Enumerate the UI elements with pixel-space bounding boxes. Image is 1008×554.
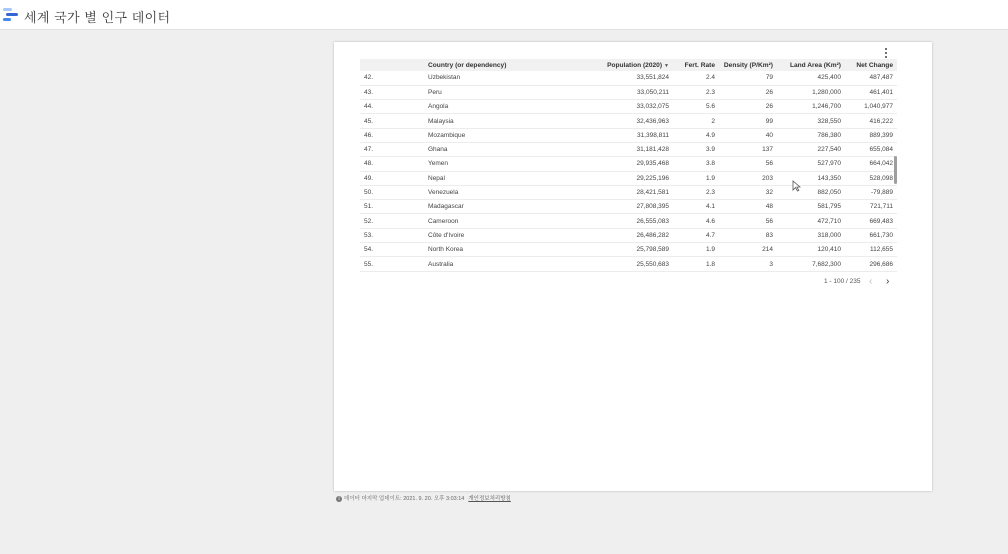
table-row[interactable] — [360, 71, 897, 85]
cell-fert-rate: 5.6 — [673, 100, 719, 114]
cell-population: 26,555,083 — [556, 214, 673, 228]
table-row[interactable] — [360, 171, 897, 185]
cell-fert-rate: 2 — [673, 114, 719, 128]
cell-fert-rate: 1.8 — [673, 257, 719, 271]
cell-population: 25,550,683 — [556, 257, 673, 271]
cell-net-change: 664,042 — [845, 157, 897, 171]
table-row[interactable] — [360, 185, 897, 199]
table-row[interactable] — [360, 243, 897, 257]
cell-fert-rate: 1.9 — [673, 243, 719, 257]
cell-density: 32 — [719, 185, 777, 199]
cell-country: Nepal — [424, 171, 556, 185]
cell-density: 83 — [719, 228, 777, 242]
cell-country: Peru — [424, 85, 556, 99]
cell-land-area: 425,400 — [777, 71, 845, 85]
cell-density: 137 — [719, 142, 777, 156]
table-row[interactable] — [360, 257, 897, 271]
cell-density: 26 — [719, 85, 777, 99]
cell-population: 33,050,211 — [556, 85, 673, 99]
column-header-population-label: Population (2020) — [607, 61, 663, 69]
cell-density: 26 — [719, 100, 777, 114]
column-header-index — [360, 59, 424, 71]
column-header-population[interactable] — [556, 59, 673, 71]
table-row[interactable] — [360, 214, 897, 228]
cell-country: Yemen — [424, 157, 556, 171]
cell-country: Côte d'Ivoire — [424, 228, 556, 242]
cell-density: 79 — [719, 71, 777, 85]
cell-density: 3 — [719, 257, 777, 271]
cell-land-area: 318,000 — [777, 228, 845, 242]
cell-density: 203 — [719, 171, 777, 185]
cell-land-area: 882,050 — [777, 185, 845, 199]
privacy-policy-link[interactable]: 개인정보처리방침 — [468, 496, 511, 502]
cell-net-change: 112,655 — [845, 243, 897, 257]
table-scrollbar[interactable] — [894, 156, 897, 184]
cell-net-change: 296,686 — [845, 257, 897, 271]
cell-population: 28,421,581 — [556, 185, 673, 199]
cell-density: 214 — [719, 243, 777, 257]
cell-land-area: 328,550 — [777, 114, 845, 128]
cell-index: 47. — [360, 142, 424, 156]
cell-population: 26,486,282 — [556, 228, 673, 242]
cell-land-area: 120,410 — [777, 243, 845, 257]
info-icon: i — [336, 496, 342, 502]
column-header-country[interactable]: Country (or dependency) — [424, 59, 556, 71]
cell-density: 56 — [719, 157, 777, 171]
column-header-land-area[interactable]: Land Area (Km²) — [777, 59, 845, 71]
cell-fert-rate: 4.7 — [673, 228, 719, 242]
column-header-fert-rate[interactable]: Fert. Rate — [673, 59, 719, 71]
pagination-range: 1 - 100 / 235 — [824, 278, 861, 285]
table-row[interactable] — [360, 200, 897, 214]
cell-land-area: 1,246,700 — [777, 100, 845, 114]
table-row[interactable] — [360, 85, 897, 99]
cell-population: 33,032,075 — [556, 100, 673, 114]
cell-land-area: 527,970 — [777, 157, 845, 171]
cell-fert-rate: 4.9 — [673, 128, 719, 142]
table-header-row — [360, 59, 897, 71]
cell-net-change: 487,487 — [845, 71, 897, 85]
cell-index: 50. — [360, 185, 424, 199]
cell-land-area: 1,280,000 — [777, 85, 845, 99]
cell-index: 48. — [360, 157, 424, 171]
cell-net-change: 461,401 — [845, 85, 897, 99]
cell-land-area: 581,795 — [777, 200, 845, 214]
footer — [336, 494, 511, 502]
report-page — [334, 42, 932, 491]
cell-net-change: 889,399 — [845, 128, 897, 142]
column-header-density[interactable]: Density (P/Km²) — [719, 59, 777, 71]
cell-density: 48 — [719, 200, 777, 214]
cell-population: 25,798,589 — [556, 243, 673, 257]
cell-country: North Korea — [424, 243, 556, 257]
table-row[interactable] — [360, 114, 897, 128]
cell-index: 55. — [360, 257, 424, 271]
cell-density: 99 — [719, 114, 777, 128]
cell-population: 29,935,468 — [556, 157, 673, 171]
cell-index: 42. — [360, 71, 424, 85]
cell-net-change: 721,711 — [845, 200, 897, 214]
cell-country: Australia — [424, 257, 556, 271]
cell-population: 31,398,811 — [556, 128, 673, 142]
report-title: 세계 국가 별 인구 데이터 — [24, 11, 171, 26]
table-row[interactable] — [360, 142, 897, 156]
cell-country: Uzbekistan — [424, 71, 556, 85]
cell-population: 33,551,824 — [556, 71, 673, 85]
cell-population: 31,181,428 — [556, 142, 673, 156]
more-options-icon[interactable] — [882, 47, 890, 59]
cell-index: 44. — [360, 100, 424, 114]
cell-net-change: 655,084 — [845, 142, 897, 156]
cell-fert-rate: 4.1 — [673, 200, 719, 214]
cell-land-area: 786,380 — [777, 128, 845, 142]
cell-country: Mozambique — [424, 128, 556, 142]
next-page-icon[interactable]: › — [886, 276, 890, 287]
cell-fert-rate: 1.9 — [673, 171, 719, 185]
cell-index: 53. — [360, 228, 424, 242]
cell-fert-rate: 3.8 — [673, 157, 719, 171]
table-body — [360, 71, 897, 271]
cell-fert-rate: 2.3 — [673, 85, 719, 99]
column-header-net-change[interactable]: Net Change — [845, 59, 897, 71]
cell-country: Ghana — [424, 142, 556, 156]
cell-net-change: 661,730 — [845, 228, 897, 242]
cell-net-change: 1,040,977 — [845, 100, 897, 114]
cell-index: 46. — [360, 128, 424, 142]
cell-index: 51. — [360, 200, 424, 214]
cell-net-change: 416,222 — [845, 114, 897, 128]
cell-population: 32,436,963 — [556, 114, 673, 128]
cell-index: 45. — [360, 114, 424, 128]
data-studio-logo-icon[interactable] — [3, 8, 18, 22]
table-row[interactable] — [360, 228, 897, 242]
cell-fert-rate: 4.6 — [673, 214, 719, 228]
cell-index: 52. — [360, 214, 424, 228]
table-row[interactable] — [360, 128, 897, 142]
last-updated-text: 데이터 마지막 업데이트: 2021. 9. 20. 오후 3:03:14 — [344, 496, 465, 502]
sort-descending-icon: ▼ — [664, 62, 669, 69]
top-bar — [0, 0, 1008, 30]
cell-density: 56 — [719, 214, 777, 228]
cell-country: Madagascar — [424, 200, 556, 214]
cell-country: Malaysia — [424, 114, 556, 128]
cell-index: 43. — [360, 85, 424, 99]
cell-fert-rate: 2.4 — [673, 71, 719, 85]
cell-net-change: 669,483 — [845, 214, 897, 228]
cell-country: Angola — [424, 100, 556, 114]
cell-land-area: 7,682,300 — [777, 257, 845, 271]
table-row[interactable] — [360, 100, 897, 114]
cell-land-area: 227,540 — [777, 142, 845, 156]
previous-page-icon[interactable]: ‹ — [869, 276, 873, 287]
cell-net-change: -79,889 — [845, 185, 897, 199]
cell-population: 27,808,395 — [556, 200, 673, 214]
cell-fert-rate: 2.3 — [673, 185, 719, 199]
cell-country: Cameroon — [424, 214, 556, 228]
cell-index: 54. — [360, 243, 424, 257]
cell-density: 40 — [719, 128, 777, 142]
population-table — [360, 59, 897, 274]
cell-fert-rate: 3.9 — [673, 142, 719, 156]
mouse-cursor-icon — [792, 180, 801, 192]
table-row[interactable] — [360, 157, 897, 171]
cell-net-change: 528,098 — [845, 171, 897, 185]
cell-country: Venezuela — [424, 185, 556, 199]
cell-land-area: 143,350 — [777, 171, 845, 185]
cell-land-area: 472,710 — [777, 214, 845, 228]
cell-population: 29,225,196 — [556, 171, 673, 185]
cell-index: 49. — [360, 171, 424, 185]
